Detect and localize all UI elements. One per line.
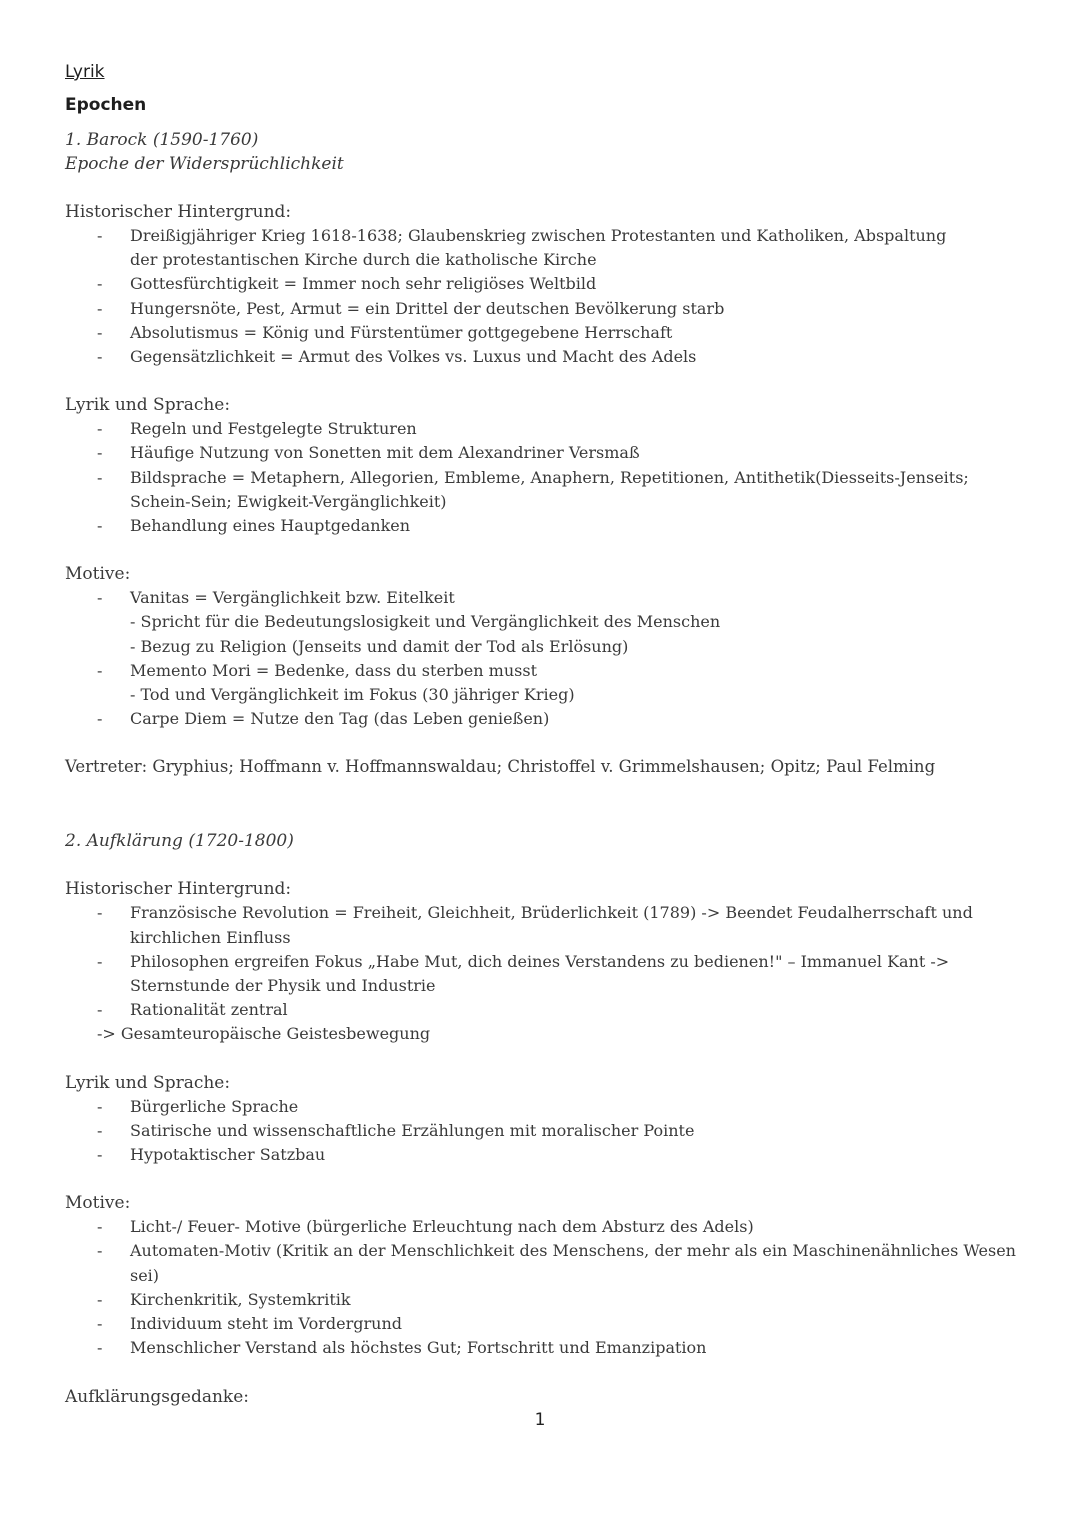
list-item: - Regeln und Festgelegte Strukturen — [65, 417, 1025, 441]
document-heading: Lyrik — [65, 62, 105, 82]
list-item: - Philosophen ergreifen Fokus „Habe Mut, dich deines Verstandens zu bedienen!" – Immanuel Kant -> Sternstunde der Physik und Industrie — [65, 950, 1025, 998]
historical-list — [65, 901, 1025, 1022]
historical-label: Historischer Hintergrund: — [65, 879, 292, 900]
list-item: - Behandlung eines Hauptgedanken — [65, 514, 1025, 538]
epoch-title: 2. Aufklärung (1720-1800) — [65, 831, 294, 852]
list-item: - Häufige Nutzung von Sonetten mit dem Alexandriner Versmaß — [65, 441, 1025, 465]
document-subheading: Epochen — [65, 95, 147, 115]
motive-subpoint: - Spricht für die Bedeutungslosigkeit und Vergänglichkeit des Menschen — [130, 612, 721, 632]
motive-subpoint: - Tod und Vergänglichkeit im Fokus (30 jähriger Krieg) — [130, 685, 575, 705]
list-item — [65, 659, 1025, 707]
epoch-title-text: 1. Barock (1590-1760) — [65, 130, 259, 150]
list-item: - Französische Revolution = Freiheit, Gleichheit, Brüderlichkeit (1789) -> Beendet Feudalherrschaft und kirchlichen Einfluss — [65, 901, 1025, 949]
motives-list — [65, 586, 1025, 731]
list-item: - Rationalität zentral — [65, 998, 1025, 1022]
motive-text: - Memento Mori = Bedenke, dass du sterben musst — [130, 660, 537, 680]
list-item: - Gegensätzlichkeit = Armut des Volkes vs. Luxus und Macht des Adels — [65, 345, 1025, 369]
language-label: Lyrik und Sprache: — [65, 395, 231, 416]
list-item: - Bildsprache = Metaphern, Allegorien, Embleme, Anaphern, Repetitionen, Antithetik(Diesseits-Jenseits; Schein-Sein; Ewigkeit-Vergänglichkeit) — [65, 466, 1025, 514]
motive-text: - Vanitas = Vergänglichkeit bzw. Eitelkeit — [130, 588, 455, 608]
list-item: - Hungersnöte, Pest, Armut = ein Drittel der deutschen Bevölkerung starb — [65, 297, 1025, 321]
epoch-barock — [65, 128, 1025, 779]
list-item: - Absolutismus = König und Fürstentümer gottgegebene Herrschaft — [65, 321, 1025, 345]
list-item: - Individuum steht im Vordergrund — [65, 1312, 1025, 1336]
list-item: - Gottesfürchtigkeit = Immer noch sehr religiöses Weltbild — [65, 272, 1025, 296]
epoch-title — [65, 128, 1025, 176]
list-item: - Satirische und wissenschaftliche Erzählungen mit moralischer Pointe — [65, 1119, 1025, 1143]
motive-text: - Carpe Diem = Nutze den Tag (das Leben genießen) — [130, 709, 550, 729]
list-item: - Bürgerliche Sprache — [65, 1095, 1025, 1119]
language-label: Lyrik und Sprache: — [65, 1072, 231, 1093]
list-item: - Hypotaktischer Satzbau — [65, 1143, 1025, 1167]
page-number: 1 — [534, 1410, 546, 1430]
epoch-subtitle: Epoche der Widersprüchlichkeit — [65, 154, 344, 174]
list-item — [65, 586, 1025, 659]
historical-list — [65, 224, 1025, 369]
document-page — [65, 62, 1025, 1409]
list-item — [65, 707, 1025, 731]
motives-label: Motive: — [65, 1193, 131, 1214]
historical-label: Historischer Hintergrund: — [65, 202, 292, 222]
language-list — [65, 417, 1025, 538]
motives-list — [65, 1215, 1025, 1360]
list-item: - Automaten-Motiv (Kritik an der Menschlichkeit des Menschens, der mehr als ein Maschinenähnliches Wesen sei) — [65, 1239, 1025, 1287]
motives-label: Motive: — [65, 564, 131, 585]
motive-subpoint: - Bezug zu Religion (Jenseits und damit der Tod als Erlösung) — [130, 636, 629, 656]
epoch-aufklaerung — [65, 829, 1025, 1408]
aufklaerungsgedanke-label: Aufklärungsgedanke: — [65, 1386, 250, 1407]
list-item: - Licht-/ Feuer- Motive (bürgerliche Erleuchtung nach dem Absturz des Adels) — [65, 1215, 1025, 1239]
list-item: - Menschlicher Verstand als höchstes Gut; Fortschritt und Emanzipation — [65, 1336, 1025, 1360]
language-list — [65, 1095, 1025, 1168]
list-item: - Dreißigjähriger Krieg 1618-1638; Glaubenskrieg zwischen Protestanten und Katholiken, Abspaltung der protestantischen Kirche durch die katholische Kirche — [65, 224, 1025, 272]
list-item: - Kirchenkritik, Systemkritik — [65, 1288, 1025, 1312]
historical-note: -> Gesamteuropäische Geistesbewegung — [97, 1024, 431, 1044]
representatives: Vertreter: Gryphius; Hoffmann v. Hoffmannswaldau; Christoffel v. Grimmelshausen; Opitz; Paul Felming — [65, 757, 936, 777]
